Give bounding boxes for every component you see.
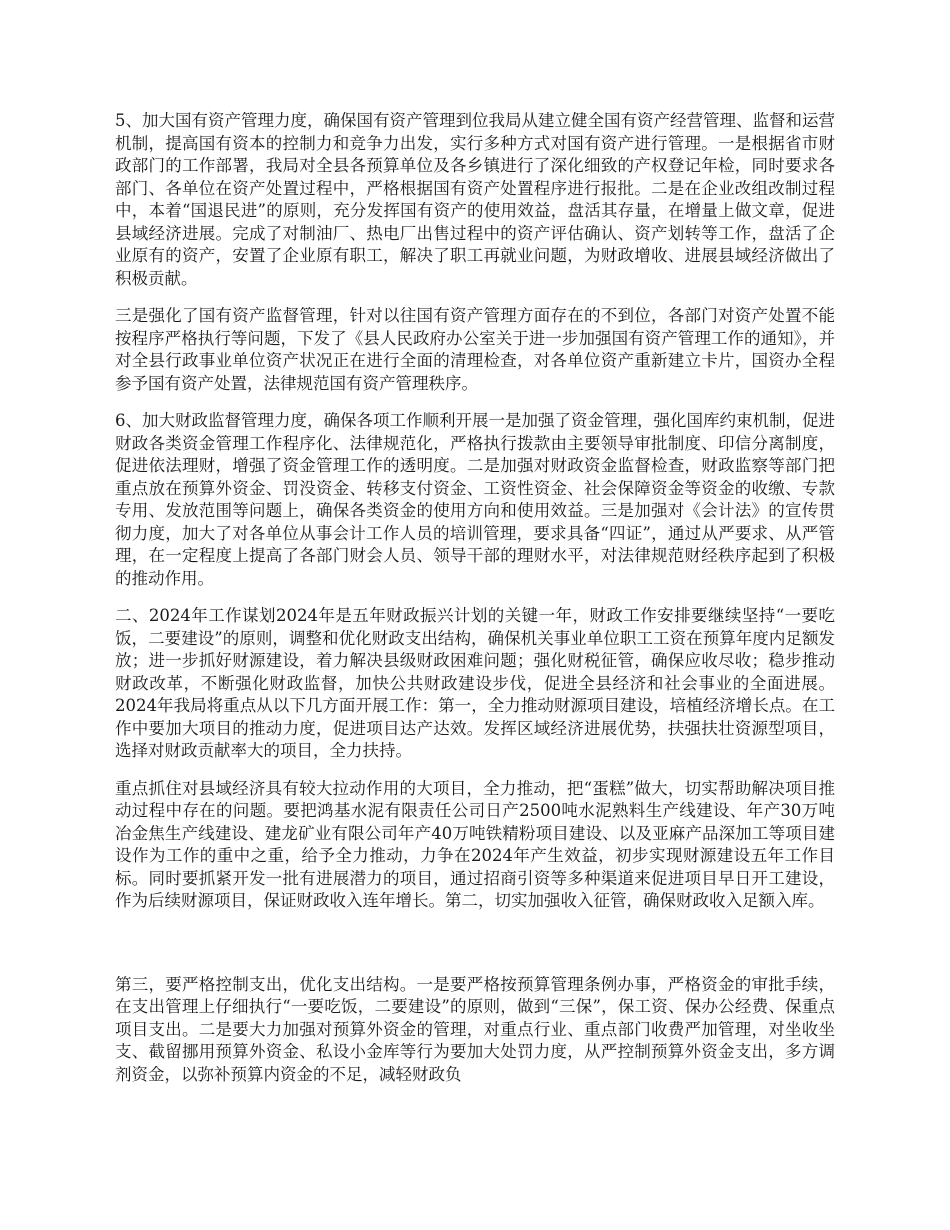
paragraph-2024-work-plan: 二、2024年工作谋划2024年是五年财政振兴计划的关键一年，财政工作安排要继续坚持“一要吃饭，二要建设”的原则，调整和优化财政支出结构，确保机关事业单位职工工资在预算年度内足额发放；进一步抓好财源建设，着力解决县级财政困难问题；强化财税征管，确保应收尽收；稳步推动财政改革，不断强化财政监督，加快公共财政建设步伐，促进全县经济和社会事业的全面进展。2024年我局将重点从以下几方面开展工作：第一，全力推动财源项目建设，培植经济增长点。在工作中要加大项目的推动力度，促进项目达产达效。发挥区域经济进展优势，扶强扶壮资源型项目，选择对财政贡献率大的项目，全力扶持。	[115, 606, 835, 760]
paragraph-asset-supervision: 三是强化了国有资产监督管理，针对以往国有资产管理方面存在的不到位，各部门对资产处置不能按程序严格执行等问题，下发了《县人民政府办公室关于进一步加强国有资产管理工作的通知》，并对全县行政事业单位资产状况正在进行全面的清理检查，对各单位资产重新建立卡片，国资办全程参予国有资产处置，法律规范国有资产管理秩序。	[115, 306, 835, 393]
paragraph-state-asset-management: 5、加大国有资产管理力度，确保国有资产管理到位我局从建立健全国有资产经营管理、监督和运营机制，提高国有资本的控制力和竞争力出发，实行多种方式对国有资产进行管理。一是根据省市财政部门的工作部署，我局对全县各预算单位及各乡镇进行了深化细致的产权登记年检，同时要求各部门、各单位在资产处置过程中，严格根据国有资产处置程序进行报批。二是在企业改组改制过程中，本着“国退民进”的原则，充分发挥国有资产的使用效益，盘活其存量，在增量上做文章，促进县域经济进展。完成了对制油厂、热电厂出售过程中的资产评估确认、资产划转等工作，盘活了企业原有的资产，安置了企业原有职工，解决了职工再就业问题，为财政增收、进展县域经济做出了积极贡献。	[115, 111, 835, 288]
paragraph-expenditure-control: 第三，要严格控制支出，优化支出结构。一是要严格按预算管理条例办事，严格资金的审批手续，在支出管理上仔细执行“一要吃饭，二要建设”的原则，做到“三保”，保工资、保办公经费、保重点项目支出。二是要大力加强对预算外资金的管理，对重点行业、重点部门收费严加管理，对坐收坐支、截留挪用预算外资金、私设小金库等行为要加大处罚力度，从严控制预算外资金支出，多方调剂资金，以弥补预算内资金的不足，减轻财政负	[115, 974, 835, 1084]
paragraph-key-projects: 重点抓住对县域经济具有较大拉动作用的大项目，全力推动，把“蛋糕”做大，切实帮助解决项目推动过程中存在的问题。要把鸿基水泥有限责任公司日产2500吨水泥熟料生产线建设、年产30万吨冶金焦生产线建设、建龙矿业有限公司年产40万吨铁精粉项目建设、以及亚麻产品深加工等项目建设作为工作的重中之重，给予全力推动，力争在2024年产生效益，初步实现财源建设五年工作目标。同时要抓紧开发一批有进展潜力的项目，通过招商引资等多种渠道来促进项目早日开工建设，作为后续财源项目，保证财政收入连年增长。第二，切实加强收入征管，确保财政收入足额入库。	[115, 778, 835, 910]
paragraph-fiscal-supervision: 6、加大财政监督管理力度，确保各项工作顺利开展一是加强了资金管理，强化国库约束机制，促进财政各类资金管理工作程序化、法律规范化，严格执行拨款由主要领导审批制度、印信分离制度，促进依法理财，增强了资金管理工作的透明度。二是加强对财政资金监督检查，财政监察等部门把重点放在预算外资金、罚没资金、转移支付资金、工资性资金、社会保障资金等资金的收缴、专款专用、发放范围等问题上，确保各类资金的使用方向和使用效益。三是加强对《会计法》的宣传贯彻力度，加大了对各单位从事会计工作人员的培训管理，要求具备“四证”，通过从严要求、从严管理，在一定程度上提高了各部门财会人员、领导干部的理财水平，对法律规范财经秩序起到了积极的推动作用。	[115, 411, 835, 588]
document-body	[115, 110, 835, 1101]
